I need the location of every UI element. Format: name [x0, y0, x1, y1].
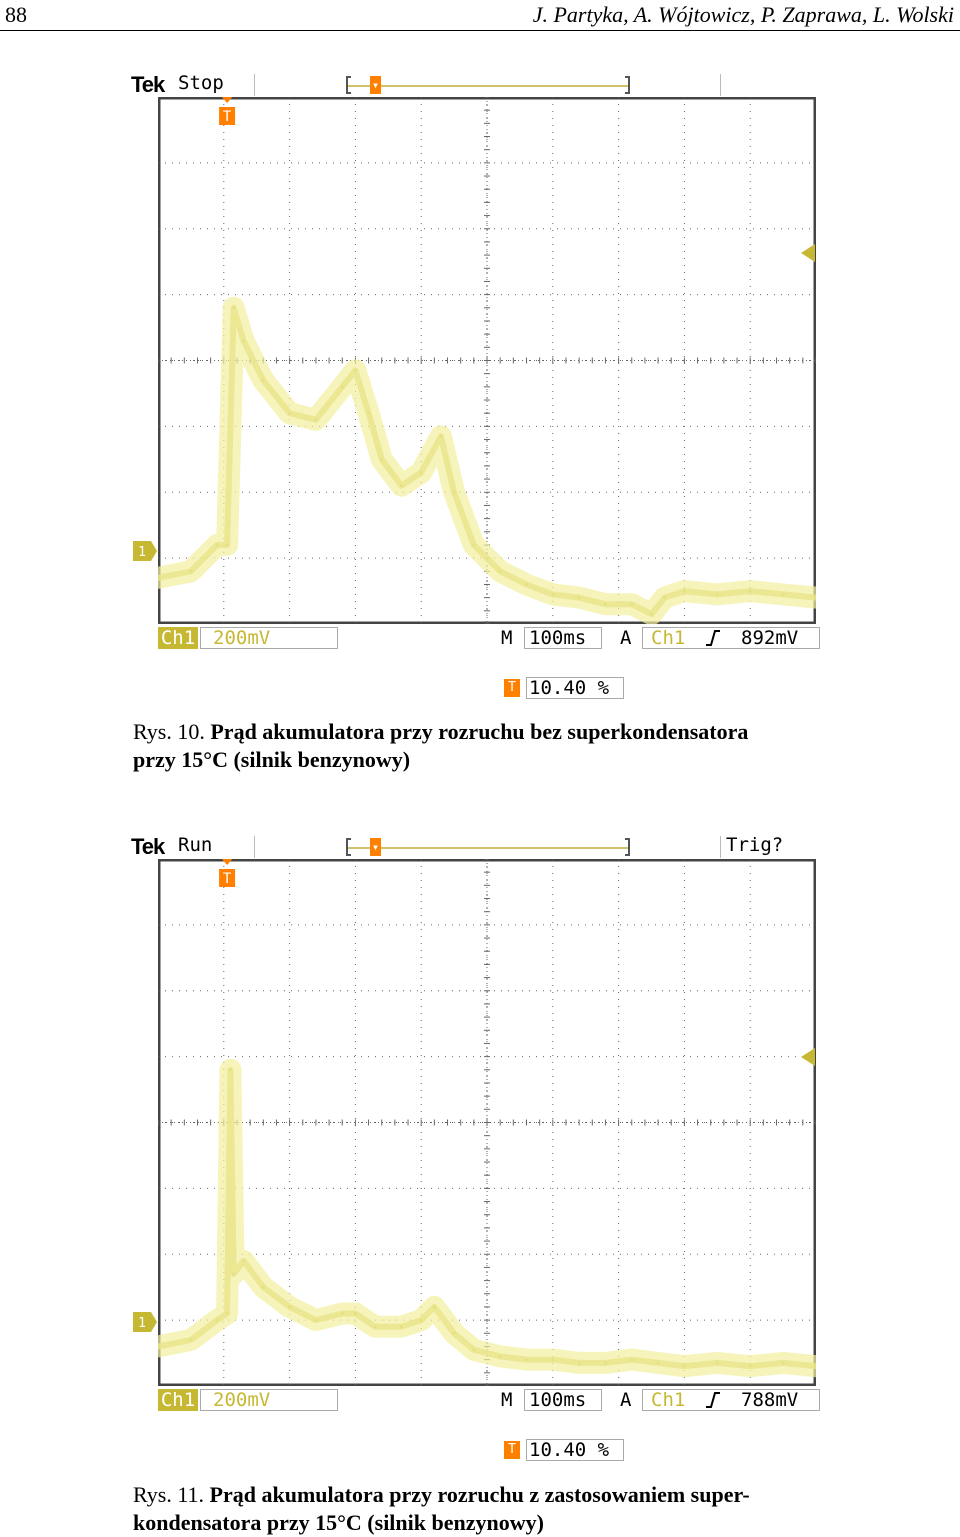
waveform-point [630, 603, 633, 606]
oscilloscope-figure-1 [128, 70, 828, 700]
waveform-plot [158, 859, 816, 1386]
caption-text: Prąd akumulatora przy rozruchu bez superkondensatora [210, 719, 749, 744]
waveform-point [749, 1365, 752, 1368]
waveform-point [499, 570, 502, 573]
waveform-point [630, 1358, 633, 1361]
waveform-point [551, 1358, 554, 1361]
scope-screen [158, 859, 816, 1386]
svg-text:1: 1 [138, 545, 146, 560]
waveform-point [453, 1332, 456, 1335]
waveform-point [229, 1068, 232, 1071]
trigger-readout [642, 1389, 820, 1411]
waveform-point [262, 1286, 265, 1289]
waveform-point [782, 1361, 785, 1364]
waveform-point [232, 306, 235, 309]
waveform-point [472, 1348, 475, 1351]
trigger-mode: A [620, 1389, 632, 1411]
trigger-t-icon: T [504, 1441, 520, 1459]
scope-status-bar [158, 627, 818, 651]
timebase-value: 100ms [524, 1389, 602, 1411]
timebase-prefix: M [501, 1389, 513, 1411]
record-line [348, 847, 628, 849]
record-position-bar [346, 838, 630, 856]
waveform-point [216, 543, 219, 546]
waveform-point [657, 1361, 660, 1364]
waveform-point [453, 491, 456, 494]
waveform-point [749, 590, 752, 593]
trigger-mode: A [620, 627, 632, 649]
separator-line [720, 836, 721, 858]
trigger-t-letter: T [222, 871, 232, 887]
trigger-position-marker-icon: ▾ [371, 840, 380, 854]
channel-1-ground-marker-icon [133, 1312, 157, 1332]
waveform-point [551, 593, 554, 596]
waveform-point [604, 1361, 607, 1364]
waveform-point [400, 484, 403, 487]
waveform-point [499, 1355, 502, 1358]
scope-status-bar [158, 1389, 818, 1413]
waveform-point [341, 1312, 344, 1315]
waveform-point [420, 1319, 423, 1322]
waveform-point [189, 570, 192, 573]
waveform-point [354, 1312, 357, 1315]
waveform-point [226, 1312, 229, 1315]
waveform-point [716, 1361, 719, 1364]
channel-1-ground-marker-icon [133, 541, 157, 561]
waveform-point [242, 1259, 245, 1262]
rising-edge-icon [705, 630, 721, 646]
waveform-point [578, 596, 581, 599]
waveform-point [242, 339, 245, 342]
page-number: 88 [5, 2, 27, 27]
record-line [348, 85, 628, 87]
waveform-point [650, 613, 653, 616]
svg-text:1: 1 [138, 1316, 146, 1331]
waveform-point [288, 1305, 291, 1308]
trigger-t-icon: T [504, 679, 520, 697]
waveform-point [374, 1325, 377, 1328]
trigger-level-arrow-icon [801, 244, 815, 262]
waveform-point [433, 1305, 436, 1308]
running-authors: J. Partyka, A. Wójtowicz, P. Zaprawa, L. Wolski [532, 2, 954, 27]
waveform-point [288, 412, 291, 415]
caption-text: kondensatora przy 15°C (silnik benzynowy) [133, 1510, 544, 1535]
bracket-right [625, 838, 630, 856]
bracket-right [625, 76, 630, 94]
caption-line [133, 1481, 853, 1509]
waveform-point [314, 1319, 317, 1322]
timebase-value: 100ms [524, 627, 602, 649]
figure-caption-1 [133, 718, 853, 774]
trigger-level-arrow-icon [801, 1048, 815, 1066]
page-header [0, 0, 960, 31]
waveform-point [400, 1325, 403, 1328]
caption-number: Rys. 11. [133, 1482, 205, 1507]
waveform-point [525, 1358, 528, 1361]
tek-logo: Tek [131, 834, 165, 859]
caption-text: przy 15°C (silnik benzynowy) [133, 747, 411, 772]
trigger-level: 788mV [741, 1389, 799, 1411]
tek-logo: Tek [131, 72, 165, 97]
waveform-point [341, 385, 344, 388]
record-position-bar [346, 76, 630, 94]
waveform-point [216, 1319, 219, 1322]
trigger-t-letter: T [222, 109, 232, 125]
channel-label: Ch1 [158, 1389, 198, 1411]
waveform-point [439, 435, 442, 438]
caption-line [133, 746, 853, 774]
waveform-point [262, 379, 265, 382]
trigger-level: 892mV [741, 627, 799, 649]
waveform-point [578, 1361, 581, 1364]
acquisition-status: Stop [178, 72, 224, 94]
waveform-point [683, 590, 686, 593]
trigger-position-value: 10.40 % [526, 1439, 624, 1461]
waveform-point [525, 583, 528, 586]
channel-label: Ch1 [158, 627, 198, 649]
volts-per-div: 200mV [200, 627, 338, 649]
waveform-point [380, 458, 383, 461]
separator-line [254, 836, 255, 858]
waveform-point [782, 593, 785, 596]
rising-edge-icon [705, 1392, 721, 1408]
trigger-position-value: 10.40 % [526, 677, 624, 699]
waveform-point [354, 369, 357, 372]
waveform-point [716, 593, 719, 596]
figure-caption-2 [133, 1481, 853, 1537]
waveform-point [189, 1338, 192, 1341]
separator-line [720, 74, 721, 96]
trigger-source: Ch1 [651, 627, 686, 649]
separator-line [254, 74, 255, 96]
waveform-point [232, 1273, 235, 1276]
timebase-prefix: M [501, 627, 513, 649]
caption-line [133, 1509, 853, 1537]
waveform-point [604, 603, 607, 606]
acquisition-status: Run [178, 834, 213, 856]
trigger-readout [642, 627, 820, 649]
trigger-status: Trig? [726, 834, 784, 856]
waveform-point [367, 412, 370, 415]
waveform-plot [158, 97, 816, 624]
caption-number: Rys. 10. [133, 719, 205, 744]
trigger-position-marker-icon: ▾ [371, 78, 380, 92]
caption-line [133, 718, 853, 746]
volts-per-div: 200mV [200, 1389, 338, 1411]
oscilloscope-figure-2 [128, 832, 828, 1462]
waveform-point [226, 543, 229, 546]
trigger-source: Ch1 [651, 1389, 686, 1411]
waveform-point [663, 596, 666, 599]
waveform-point [420, 471, 423, 474]
scope-screen [158, 97, 816, 624]
waveform-point [683, 1365, 686, 1368]
waveform-point [314, 418, 317, 421]
caption-text: Prąd akumulatora przy rozruchu z zastosowaniem super- [209, 1482, 750, 1507]
waveform-point [472, 543, 475, 546]
